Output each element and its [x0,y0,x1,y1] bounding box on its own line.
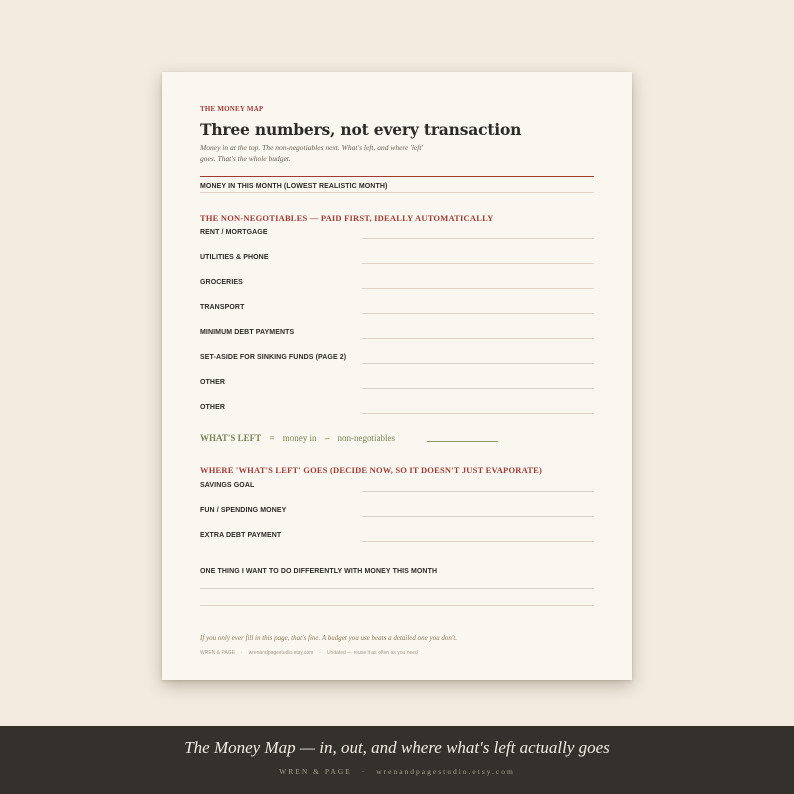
field-label-groceries: GROCERIES [200,279,243,286]
planner-sheet [162,72,632,680]
field-line-savings[interactable] [362,491,594,492]
field-line-rent[interactable] [362,238,594,239]
caption-banner [0,726,794,794]
banner-url: wrenandpagestudio.etsy.com [376,767,515,776]
meta-url: wrenandpagestudio.etsy.com [248,650,314,656]
non-negotiables-heading: THE NON-NEGOTIABLES — PAID FIRST, IDEALLY AUTOMATICALLY [200,213,494,223]
field-line-other-1[interactable] [362,388,594,389]
banner-brand: WREN & PAGE [279,767,352,776]
where-left-goes-heading: WHERE 'WHAT'S LEFT' GOES (DECIDE NOW, SO IT DOESN'T JUST EVAPORATE) [200,465,543,475]
field-line-fun[interactable] [362,516,594,517]
meta-note: Undated — reuse it as often as you need [326,650,418,656]
field-label-extra-debt: EXTRA DEBT PAYMENT [200,532,282,539]
one-thing-line-2[interactable] [200,605,594,606]
sheet-content [200,72,594,680]
field-label-debt-min: MINIMUM DEBT PAYMENTS [200,329,295,336]
field-line-extra-debt[interactable] [362,541,594,542]
whats-left-formula [200,433,401,443]
field-line-transport[interactable] [362,313,594,314]
footnote: If you only ever fill in this page, that's fine. A budget you use beats a detailed one you don't. [200,634,458,642]
page-title: Three numbers, not every transaction [200,120,522,139]
whats-left-line[interactable] [427,441,498,442]
field-line-groceries[interactable] [362,288,594,289]
field-label-fun: FUN / SPENDING MONEY [200,507,287,514]
field-line-other-2[interactable] [362,413,594,414]
money-in-line[interactable] [200,192,594,193]
equals-sign: = [269,433,275,443]
field-label-rent: RENT / MORTGAGE [200,229,268,236]
field-line-sinking[interactable] [362,363,594,364]
subtitle: Money in at the top. The non-negotiables next. What's left, and where 'left' goes. That's the whole budget. [200,143,424,163]
field-label-other-2: OTHER [200,404,225,411]
title-rule [200,176,594,177]
money-in-label: MONEY IN THIS MONTH (LOWEST REALISTIC MONTH) [200,183,388,190]
eyebrow: THE MONEY MAP [200,105,264,113]
banner-subline: WREN & PAGE · wrenandpagestudio.etsy.com [279,767,515,776]
field-label-sinking: SET-ASIDE FOR SINKING FUNDS (PAGE 2) [200,354,347,361]
meta-line: WREN & PAGE · wrenandpagestudio.etsy.com · Undated — reuse it as often as you need [200,650,418,656]
field-label-other-1: OTHER [200,379,225,386]
field-line-utilities[interactable] [362,263,594,264]
field-label-savings: SAVINGS GOAL [200,482,255,489]
field-line-debt-min[interactable] [362,338,594,339]
minus-sign: – [324,433,330,443]
whats-left-label: WHAT'S LEFT [200,433,262,443]
field-label-utilities: UTILITIES & PHONE [200,254,269,261]
one-thing-label: ONE THING I WANT TO DO DIFFERENTLY WITH MONEY THIS MONTH [200,568,438,575]
meta-brand: WREN & PAGE [200,650,235,656]
banner-title: The Money Map — in, out, and where what's left actually goes [184,738,610,757]
money-in-term: money in [282,433,317,443]
field-label-transport: TRANSPORT [200,304,245,311]
one-thing-line-1[interactable] [200,588,594,589]
non-negotiables-term: non-negotiables [337,433,395,443]
